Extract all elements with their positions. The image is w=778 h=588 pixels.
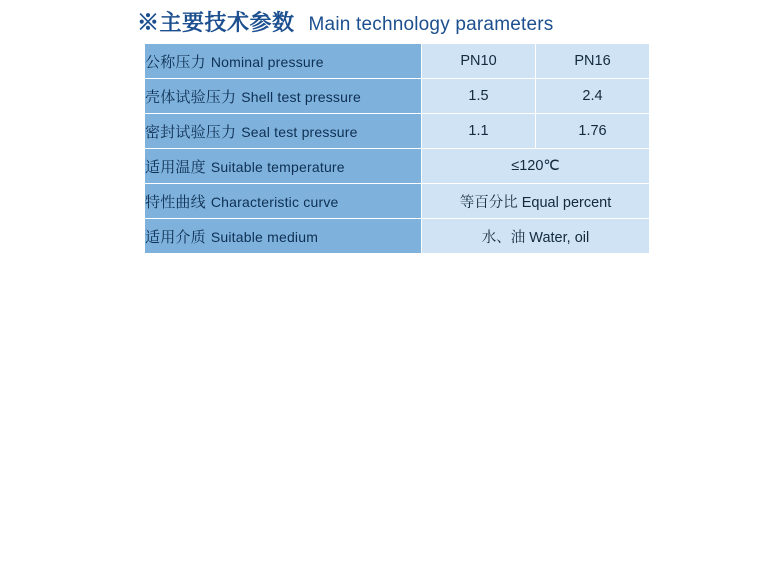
title-chinese bbox=[137, 6, 295, 37]
cell-seal-test-pressure-pn10: 1.1 bbox=[422, 114, 536, 149]
row-label-cn: 适用介质 bbox=[145, 228, 206, 246]
title-chinese-text: 主要技术参数 bbox=[159, 10, 295, 35]
row-label-cn: 适用温度 bbox=[145, 158, 206, 176]
row-label-en: Shell test pressure bbox=[241, 88, 361, 105]
table-row bbox=[145, 184, 650, 219]
cell-suitable-medium: 水、油 Water, oil bbox=[422, 219, 650, 254]
title-marker: ※ bbox=[137, 10, 160, 35]
table-row bbox=[145, 219, 650, 254]
row-label-cn: 公称压力 bbox=[145, 53, 206, 71]
row-label-cn: 特性曲线 bbox=[145, 193, 206, 211]
row-label-characteristic-curve bbox=[145, 184, 422, 219]
cell-seal-test-pressure-pn16: 1.76 bbox=[536, 114, 650, 149]
cell-nominal-pressure-pn16: PN16 bbox=[536, 44, 650, 79]
table-row bbox=[145, 114, 650, 149]
row-label-en: Nominal pressure bbox=[210, 53, 324, 70]
cell-shell-test-pressure-pn16: 2.4 bbox=[536, 79, 650, 114]
title-english: Main technology parameters bbox=[308, 14, 554, 35]
cell-suitable-temperature: ≤120℃ bbox=[422, 149, 650, 184]
row-label-cn: 壳体试验压力 bbox=[145, 88, 237, 106]
row-label-en: Seal test pressure bbox=[241, 123, 358, 140]
cell-characteristic-curve: 等百分比 Equal percent bbox=[422, 184, 650, 219]
page-title bbox=[137, 6, 553, 37]
table-row bbox=[145, 149, 650, 184]
row-label-en: Suitable temperature bbox=[210, 158, 345, 175]
row-label-nominal-pressure bbox=[145, 44, 422, 79]
table-row bbox=[145, 44, 650, 79]
row-label-en: Characteristic curve bbox=[210, 193, 339, 210]
technical-parameters-table bbox=[144, 43, 650, 254]
row-label-seal-test-pressure bbox=[145, 114, 422, 149]
row-label-suitable-medium bbox=[145, 219, 422, 254]
table-row bbox=[145, 79, 650, 114]
row-label-cn: 密封试验压力 bbox=[145, 123, 237, 141]
row-label-en: Suitable medium bbox=[210, 228, 319, 245]
cell-nominal-pressure-pn10: PN10 bbox=[422, 44, 536, 79]
cell-shell-test-pressure-pn10: 1.5 bbox=[422, 79, 536, 114]
row-label-suitable-temperature bbox=[145, 149, 422, 184]
row-label-shell-test-pressure bbox=[145, 79, 422, 114]
